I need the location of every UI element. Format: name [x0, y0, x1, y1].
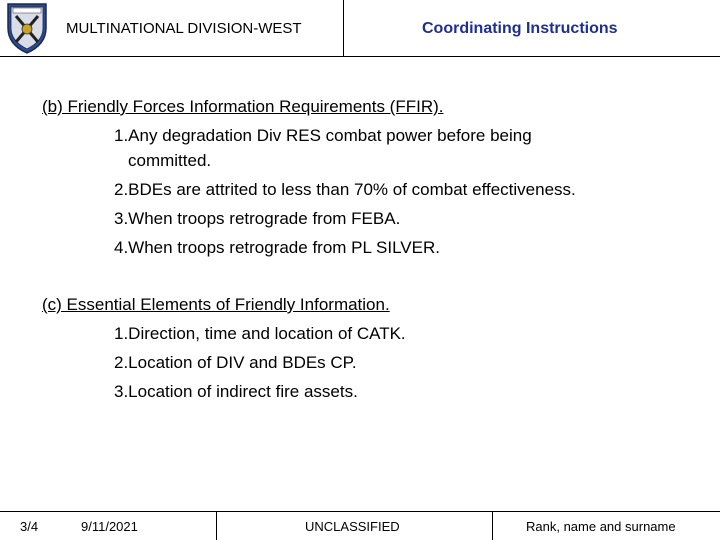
footer-divider	[216, 511, 217, 540]
section-heading-ffir: (b) Friendly Forces Information Requirements (FFIR).	[42, 97, 444, 116]
list-item: 2.Location of DIV and BDEs CP.	[114, 353, 357, 372]
section-heading-eefi: (c) Essential Elements of Friendly Information.	[42, 295, 390, 314]
division-crest-icon	[6, 2, 48, 54]
slide-title: Coordinating Instructions	[422, 20, 618, 37]
list-item-continuation: committed.	[128, 151, 212, 170]
signature-line: Rank, name and surname	[526, 519, 676, 534]
list-item: 1.Any degradation Div RES combat power before being	[114, 126, 532, 145]
slide-footer	[0, 511, 720, 540]
footer-divider	[492, 511, 493, 540]
slide-header	[0, 0, 720, 57]
list-item: 3.When troops retrograde from FEBA.	[114, 209, 401, 228]
classification-label: UNCLASSIFIED	[305, 519, 400, 534]
header-divider	[343, 0, 344, 56]
list-item: 3.Location of indirect fire assets.	[114, 382, 358, 401]
page-number: 3/4	[20, 519, 39, 534]
header-rule	[0, 56, 720, 57]
footer-date: 9/11/2021	[81, 519, 138, 534]
footer-rule	[0, 511, 720, 512]
list-item: 1.Direction, time and location of CATK.	[114, 324, 406, 343]
list-item: 4.When troops retrograde from PL SILVER.	[114, 238, 440, 257]
list-item: 2.BDEs are attrited to less than 70% of combat effectiveness.	[114, 180, 576, 199]
division-name: MULTINATIONAL DIVISION-WEST	[66, 20, 302, 37]
